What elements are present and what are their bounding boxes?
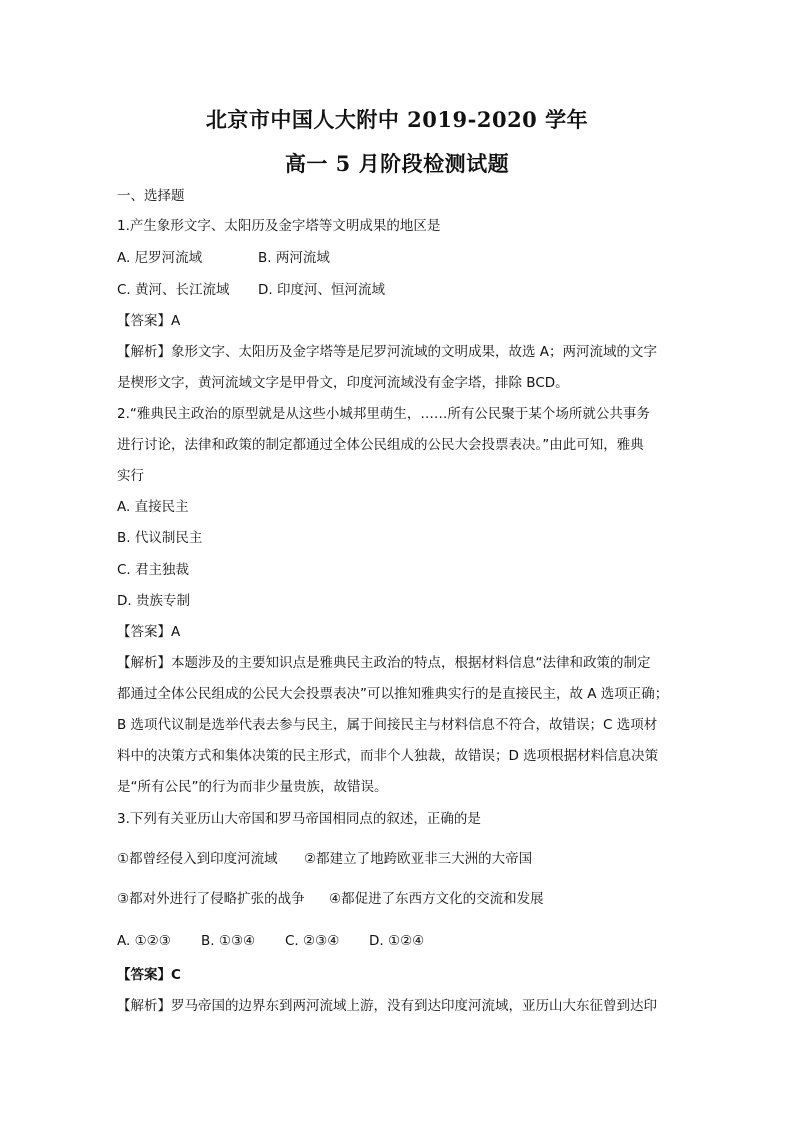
question-3-stem: 3.下列有关亚历山大帝国和罗马帝国相同点的叙述，正确的是 bbox=[117, 811, 481, 827]
question-1-answer: 【答案】A bbox=[117, 313, 181, 329]
option-a: A. 尼罗河流域 bbox=[117, 250, 203, 266]
question-1-options-row-1 bbox=[117, 248, 677, 268]
option-d: D. 印度河、恒河流域 bbox=[258, 282, 385, 298]
option-b: B. ①③④ bbox=[201, 933, 256, 949]
option-b: B. 代议制民主 bbox=[117, 530, 203, 546]
question-1-options-row-2 bbox=[117, 280, 677, 300]
question-2-stem-line: 进行讨论，法律和政策的制定都通过全体公民组成的公民大会投票表决。”由此可知，雅典 bbox=[117, 437, 644, 453]
question-2-analysis-line: 都通过全体公民组成的公民大会投票表决”可以推知雅典实行的是直接民主，故 A 选项正确； bbox=[117, 686, 669, 702]
option-d: D. ①②④ bbox=[369, 933, 425, 949]
question-3-analysis-line: 【解析】罗马帝国的边界东到两河流域上游，没有到达印度河流域，亚历山大东征曾到达印 bbox=[117, 998, 657, 1014]
option-c: C. ②③④ bbox=[285, 933, 340, 949]
option-c: C. 黄河、长江流域 bbox=[117, 282, 230, 298]
question-1-analysis-line: 【解析】象形文字、太阳历及金字塔等是尼罗河流域的文明成果，故选 A；两河流域的文字 bbox=[117, 344, 658, 360]
question-2-analysis-line: B 选项代议制是选举代表去参与民主，属于间接民主与材料信息不符合，故错误；C 选项材 bbox=[117, 717, 658, 733]
question-3-items-row-2 bbox=[117, 889, 677, 909]
question-2-stem-line: 实行 bbox=[117, 468, 144, 484]
document-title: 北京市中国人大附中 2019-2020 学年 bbox=[205, 107, 589, 132]
question-3-options-row bbox=[117, 931, 677, 951]
section-heading: 一、选择题 bbox=[117, 188, 185, 204]
question-1-stem: 1.产生象形文字、太阳历及金字塔等文明成果的地区是 bbox=[117, 218, 441, 234]
option-a: A. ①②③ bbox=[117, 933, 171, 949]
question-2-analysis-line: 是“所有公民”的行为而非少量贵族，故错误。 bbox=[117, 779, 388, 795]
question-3-answer: 【答案】C bbox=[117, 967, 181, 983]
question-1-analysis-line: 是楔形文字，黄河流域文字是甲骨文，印度河流域没有金字塔，排除 BCD。 bbox=[117, 375, 569, 391]
question-2-answer: 【答案】A bbox=[117, 624, 181, 640]
statement-1: ①都曾经侵入到印度河流域 bbox=[117, 851, 278, 867]
document-subtitle: 高一 5 月阶段检测试题 bbox=[284, 151, 510, 176]
option-d: D. 贵族专制 bbox=[117, 593, 190, 609]
statement-2: ②都建立了地跨欧亚非三大洲的大帝国 bbox=[304, 851, 533, 867]
option-c: C. 君主独裁 bbox=[117, 562, 190, 578]
statement-3: ③都对外进行了侵略扩张的战争 bbox=[117, 891, 305, 907]
statement-4: ④都促进了东西方文化的交流和发展 bbox=[329, 891, 544, 907]
question-2-analysis-line: 料中的决策方式和集体决策的民主形式，而非个人独裁，故错误；D 选项根据材料信息决策 bbox=[117, 748, 659, 764]
question-3-items-row-1 bbox=[117, 849, 677, 869]
option-a: A. 直接民主 bbox=[117, 499, 189, 515]
question-2-analysis-line: 【解析】本题涉及的主要知识点是雅典民主政治的特点，根据材料信息“法律和政策的制定 bbox=[117, 655, 651, 671]
option-b: B. 两河流域 bbox=[258, 250, 330, 266]
question-2-stem-line: 2.“雅典民主政治的原型就是从这些小城邦里萌生，……所有公民聚于某个场所就公共事务 bbox=[117, 406, 650, 422]
